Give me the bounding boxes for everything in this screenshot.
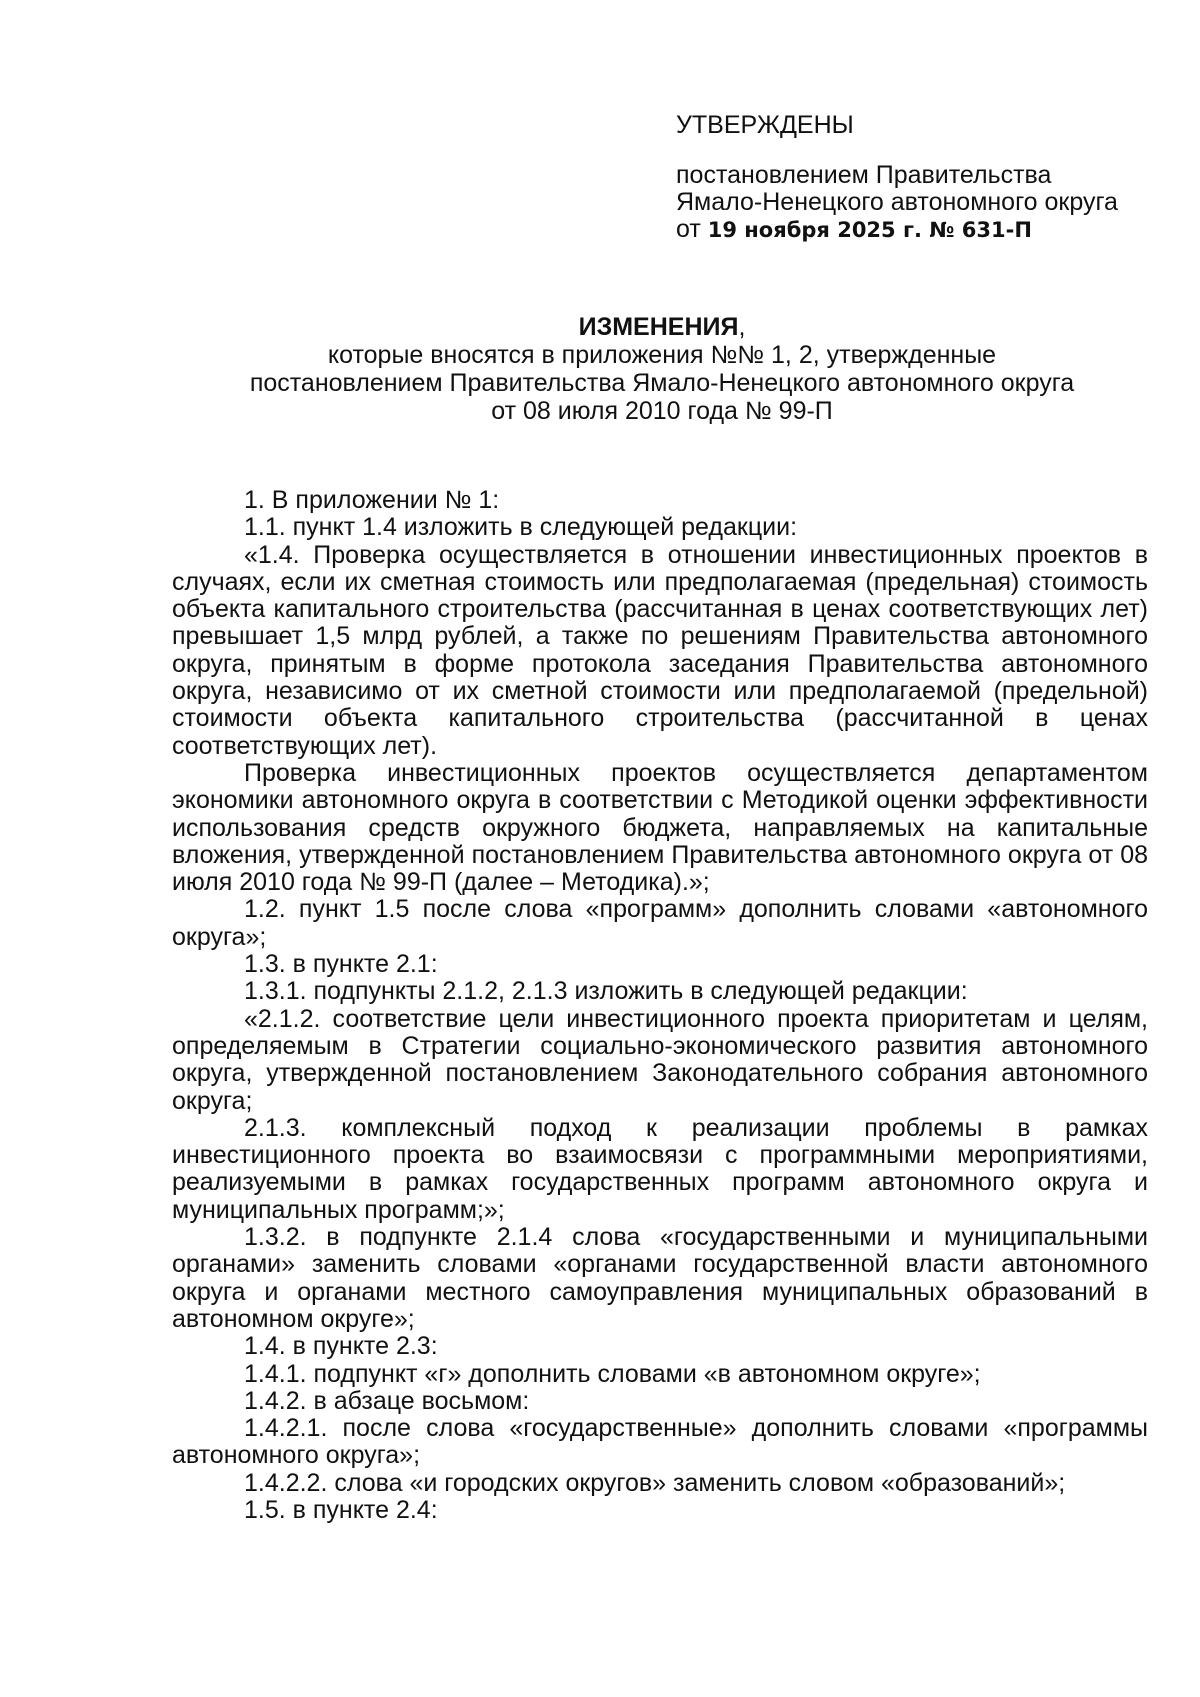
approval-line-1: постановлением Правительства <box>676 161 1052 189</box>
document-body <box>172 487 1148 1524</box>
paragraph: 1.3. в пункте 2.1: <box>244 950 438 979</box>
approval-line-2: Ямало-Ненецкого автономного округа <box>676 188 1118 216</box>
title-main-line <box>170 313 1154 341</box>
approval-date-prefix: от <box>676 215 708 243</box>
paragraph: 1.1. пункт 1.4 изложить в следующей редакции: <box>244 513 798 542</box>
approval-decree-number: 19 ноября 2025 г. № 631-П <box>707 218 1032 242</box>
title-line-2: постановлением Правительства Ямало-Ненецкого автономного округа <box>249 369 1075 397</box>
paragraph: 1.3.2. в подпункте 2.1.4 слова «государственными и муниципальными органами» заменить словами «органами государственной власти автономного округа и органами местного самоуправления муниципальных образований в автономном округе»; <box>172 1223 1148 1333</box>
document-title <box>170 313 1154 425</box>
paragraph: 1.4.2. в абзаце восьмом: <box>244 1386 530 1415</box>
paragraph: 1.3.1. подпункты 2.1.2, 2.1.3 изложить в следующей редакции: <box>244 977 968 1006</box>
paragraph: 1.5. в пункте 2.4: <box>244 1495 438 1524</box>
approval-heading: УТВЕРЖДЕНЫ <box>676 111 854 139</box>
title-line-1: которые вносятся в приложения №№ 1, 2, утвержденные <box>327 341 997 369</box>
paragraph: 1.4.1. подпункт «г» дополнить словами «в автономном округе»; <box>244 1359 981 1388</box>
approval-stamp <box>676 112 1176 244</box>
paragraph: «2.1.2. соответствие цели инвестиционного проекта приоритетам и целям, определяемым в Стратегии социально-экономического развития автономного округа, утвержденной постановлением Законодательного собрания автономного округа; <box>172 1004 1148 1115</box>
paragraph: 2.1.3. комплексный подход к реализации проблемы в рамках инвестиционного проекта во взаимосвязи с программными мероприятиями, реализуемыми в рамках государственных программ автономного округа и муниципальных программ;»; <box>172 1113 1148 1224</box>
paragraph: 1.2. пункт 1.5 после слова «программ» дополнить словами «автономного округа»; <box>172 895 1148 951</box>
paragraph: 1. В приложении № 1: <box>244 486 500 514</box>
title-main: ИЗМЕНЕНИЯ <box>578 313 739 341</box>
paragraph: 1.4.2.2. слова «и городских округов» заменить словом «образований»; <box>244 1468 1066 1497</box>
paragraph: Проверка инвестиционных проектов осуществляется департаментом экономики автономного округа в соответствии с Методикой оценки эффективности использования средств окружного бюджета, направляемых на капитальные вложения, утвержденной постановлением Правительства автономного округа от 08 июля 2010 года № 99-П (далее – Методика).»; <box>172 758 1148 897</box>
title-line-3: от 08 июля 2010 года № 99-П <box>491 397 833 425</box>
title-main-suffix: , <box>738 313 746 341</box>
paragraph: 1.4.2.1. после слова «государственные» дополнить словами «программы автономного округа»; <box>172 1414 1148 1470</box>
paragraph: 1.4. в пункте 2.3: <box>244 1332 438 1361</box>
paragraph: «1.4. Проверка осуществляется в отношении инвестиционных проектов в случаях, если их сметная стоимость или предполагаемая (предельная) стоимость объекта капитального строительства (рассчитанная в ценах соответствующих лет) превышает 1,5 млрд рублей, а также по решениям Правительства автономного округа, принятым в форме протокола заседания Правительства автономного округа, независимо от их сметной стоимости или предполагаемой (предельной) стоимости объекта капитального строительства (рассчитанной в ценах соответствующих лет). <box>172 540 1148 760</box>
approval-date-line <box>676 216 1176 244</box>
